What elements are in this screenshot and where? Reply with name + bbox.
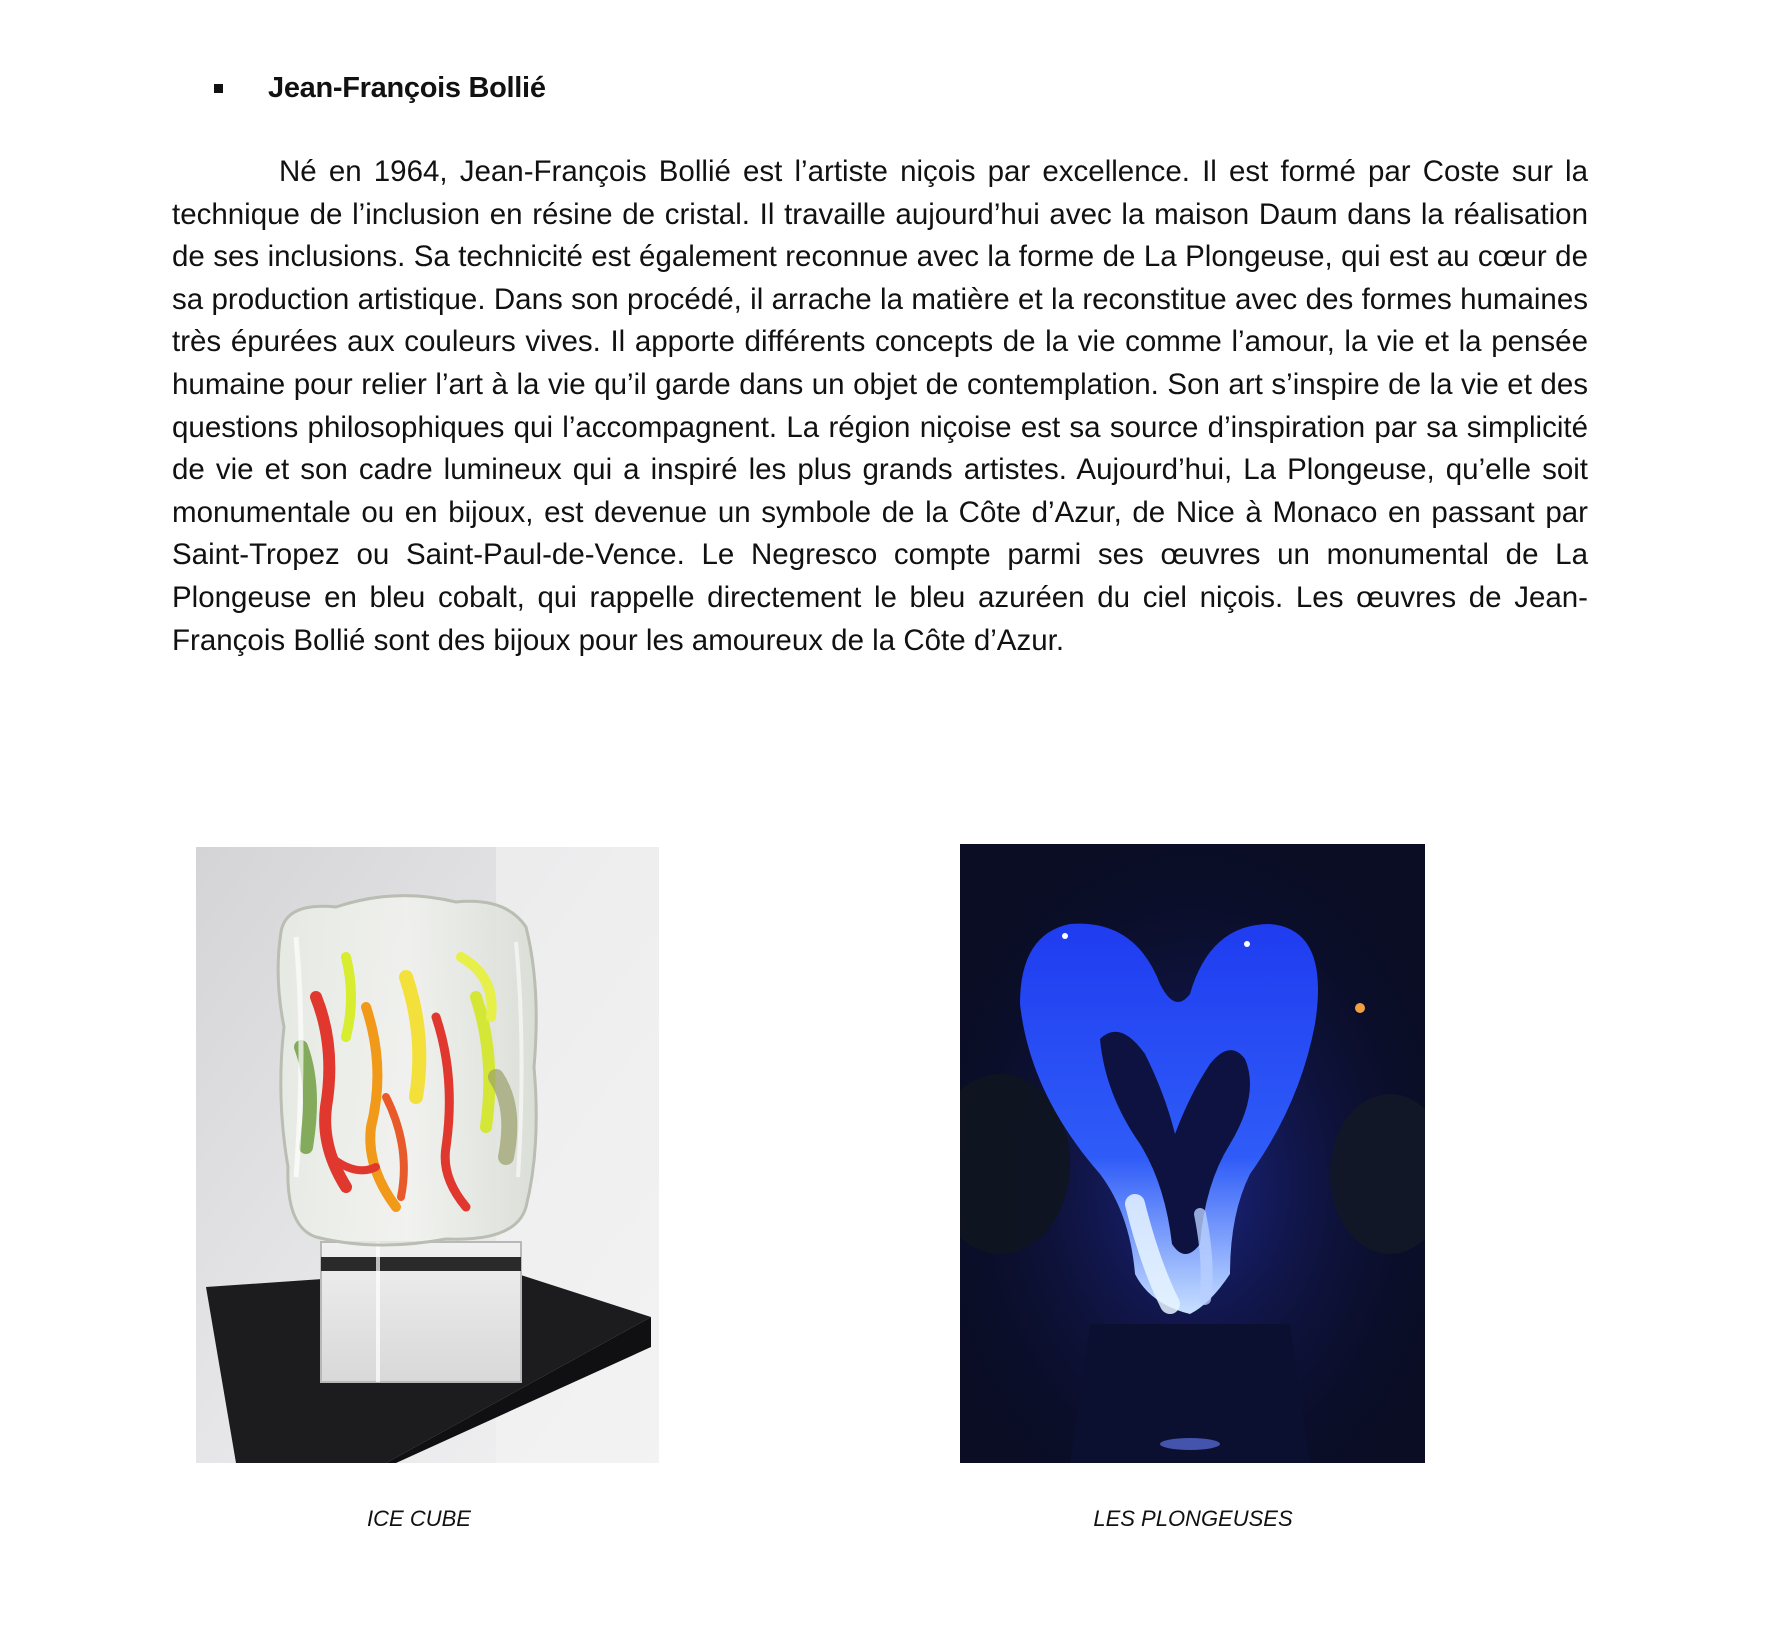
ice-cube-photo <box>196 847 659 1463</box>
section-heading: Jean-François Bollié <box>268 72 546 104</box>
figure-caption-les-plongeuses: LES PLONGEUSES <box>1093 1506 1293 1531</box>
figure-caption-ice-cube: ICE CUBE <box>367 1506 471 1531</box>
square-bullet-icon <box>214 84 223 93</box>
les-plongeuses-photo <box>960 844 1425 1463</box>
body-paragraph: Né en 1964, Jean-François Bollié est l’artiste niçois par excellence. Il est formé par Coste sur la technique de l’inclusion en résine de cristal. Il travaille aujourd’hui avec la maison Daum dans la réalisation de ses inclusions. Sa technicité est également reconnue avec la forme de La Plongeuse, qui est au cœur de sa production artistique. Dans son procédé, il arrache la matière et la reconstitue avec des formes humaines très épurées aux couleurs vives. Il apporte différents concepts de la vie comme l’amour, la vie et la pensée humaine pour relier l’art à la vie qu’il garde dans un objet de contemplation. Son art s’inspire de la vie et des questions philosophiques qui l’accompagnent. La région niçoise est sa source d’inspiration par sa simplicité de vie et son cadre lumineux qui a inspiré les plus grands artistes. Aujourd’hui, La Plongeuse, qu’elle soit monumentale ou en bijoux, est devenue un symbole de la Côte d’Azur, de Nice à Monaco en passant par Saint-Tropez ou Saint-Paul-de-Vence. Le Negresco compte parmi ses œuvres un monumental de La Plongeuse en bleu cobalt, qui rappelle directement le bleu azuréen du ciel niçois. Les œuvres de Jean-François Bollié sont des bijoux pour les amoureux de la Côte d’Azur. <box>172 155 1588 657</box>
section-heading-row <box>214 72 546 105</box>
